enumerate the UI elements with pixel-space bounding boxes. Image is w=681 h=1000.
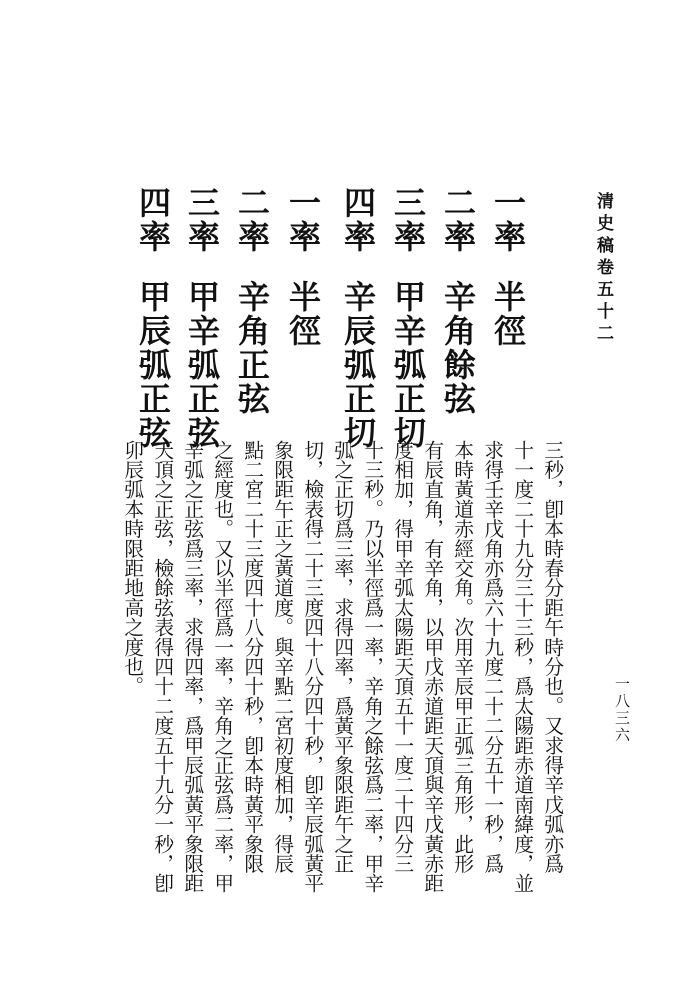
proportion-label: 一率: [489, 186, 527, 254]
proportion-value: 甲辛弧正弦: [183, 280, 221, 450]
text-column: 弧之正切爲三率，求得四率，爲黃平象限距午之正: [330, 440, 354, 874]
proportion-value: 半徑: [284, 280, 322, 348]
text-column: 十三秒。乃以半徑爲一率，辛角之餘弦爲二率，甲辛: [360, 440, 384, 894]
running-title: 清史稿卷五十二: [593, 192, 613, 346]
text-column: 點二宮二十三度四十八分四十秒，卽本時黃平象限: [240, 440, 264, 874]
proportion-label: 三率: [183, 186, 221, 254]
proportion-value: 辛角餘弦: [439, 280, 477, 416]
text-column: 三秒，卽本時春分距午時分也。又求得辛戊弧亦爲: [540, 440, 564, 874]
proportion-label: 三率: [389, 186, 427, 254]
proportion-label: 四率: [339, 186, 377, 254]
text-column: 求得壬辛戊角亦爲六十九度二十二分五十一秒，爲: [480, 440, 504, 874]
proportion-row: [339, 186, 377, 450]
proportion-label: 二率: [233, 186, 271, 254]
proportion-label: 四率: [134, 186, 172, 254]
proportion-row: [233, 186, 271, 416]
proportion-row: [389, 186, 427, 450]
proportion-label: 一率: [284, 186, 322, 254]
text-column: 十一度二十九分三十三秒，爲太陽距赤道南緯度，並: [510, 440, 534, 894]
proportion-value: 甲辰弧正弦: [134, 280, 172, 450]
proportion-value: 辛角正弦: [233, 280, 271, 416]
proportion-row: [439, 186, 477, 416]
text-column: 象限距午正之黃道度。與辛點二宮初度相加，得辰: [270, 440, 294, 874]
text-column: 之經度也。又以半徑爲一率，辛角之正弦爲二率，甲: [210, 440, 234, 894]
text-column: 天頂之正弦，檢餘弦表得四十二度五十九分一秒，卽: [150, 440, 174, 894]
text-column: 辛弧之正弦爲三率，求得四率，爲甲辰弧黃平象限距: [180, 440, 204, 894]
proportion-value: 甲辛弧正切: [389, 280, 427, 450]
proportion-value: 半徑: [489, 280, 527, 348]
proportion-label: 二率: [439, 186, 477, 254]
text-column: 本時黃道赤經交角。次用辛辰甲正弧三角形，此形: [450, 440, 474, 874]
page-number: 一八三六: [613, 676, 631, 744]
text-column: 度相加，得甲辛弧太陽距天頂五十一度二十四分三: [390, 440, 414, 874]
text-column: 切，檢表得二十三度四十八分四十秒，卽辛辰弧黃平: [300, 440, 324, 894]
proportion-row: [134, 186, 172, 450]
proportion-row: [183, 186, 221, 450]
text-column: 有辰直角，有辛角，以甲戊赤道距天頂與辛戊黃赤距: [420, 440, 444, 894]
proportion-value: 辛辰弧正切: [339, 280, 377, 450]
proportion-row: [284, 186, 322, 348]
proportion-row: [489, 186, 527, 348]
text-column: 卯辰弧本時限距地高之度也。: [120, 440, 144, 697]
